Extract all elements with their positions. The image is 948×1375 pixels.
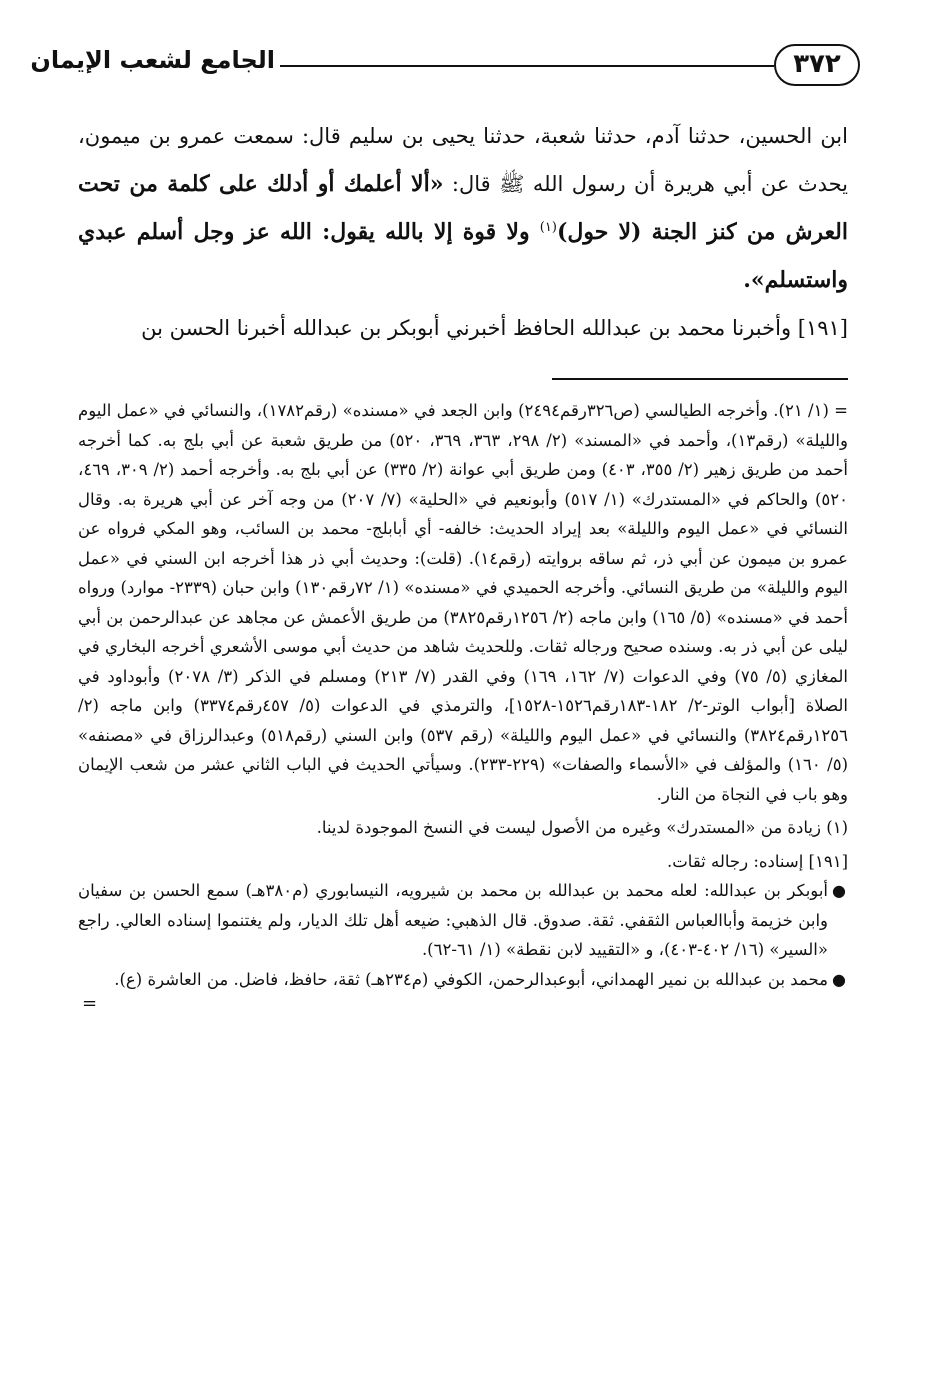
footnote-continuation: = (١/ ٢١). وأخرجه الطيالسي (ص٣٢٦رقم٢٤٩٤) وابن الجعد في «مسنده» (رقم١٧٨٢)، والنسائي في «عمل اليوم والليلة» (رقم١٣)، وأحمد في «المسند» (٢/ ٢٩٨، ٣٦٣، ٣٦٩، ٥٢٠) من طريق شعبة عن أبي بلج به. كما أخرجه أحمد من طريق زهير (٢/ ٣٥٥، ٤٠٣) ومن طريق أبي عوانة (٢/ ٣٣٥) عن أبي بلج به. وأخرجه أحمد (٢/ ٣٠٩، ٤٦٩، ٥٢٠) والحاكم في «المستدرك» (١/ ٥١٧) وأبونعيم في «الحلية» (٧/ ٢٠٧) من وجه آخر عن أبي هريرة به. وقال النسائي في «عمل اليوم والليلة» بعد إيراد الحديث: خالفه- أي أبابلج- محمد بن السائب، وهو المكي فرواه عن عمرو بن ميمون عن أبي ذر، ثم ساقه بروايته (رقم١٤). (قلت): وحديث أبي ذر هذا أخرجه ابن السني في «عمل اليوم والليلة» من طريق النسائي. وأخرجه الحميدي في «مسنده» (١/ ٧٢رقم١٣٠) وابن حبان (٢٣٣٩- موارد) ورواه أحمد في «مسنده» (٥/ ١٦٥) وابن ماجه (٢/ ١٢٥٦رقم٣٨٢٥) من طريق الأعمش عن مجاهد عن عبدالرحمن بن أبي ليلى عن أبي ذر به. وسنده صحيح ورجاله ثقات. وللحديث شاهد من حديث أبي موسى الأشعري أخرجه البخاري في المغازي (٥/ ٧٥) وفي الدعوات (٧/ ١٦٢، ١٦٩) وفي القدر (٧/ ٢١٣) ومسلم في الذكر (٣/ ٢٠٧٨) وأبوداود في الصلاة [أبواب الوتر-٢/ ١٨٢-١٨٣رقم١٥٢٦-١٥٢٨]، والترمذي في الدعوات (٥/ ٤٥٧رقم٣٣٧٤) وابن ماجه (٢/ ١٢٥٦رقم٣٨٢٤) والنسائي في «عمل اليوم والليلة» (رقم ٥٣٧) وابن السني (رقم٥١٨) وعبدالرزاق في «مصنفه» (٥/ ١٦٠) والمؤلف في «الأسماء والصفات» (٢٢٩-٢٣٣). وسيأتي الحديث في الباب الثاني عشر من شعب الإيمان وهو باب في النجاة من النار. bbox=[78, 401, 849, 804]
book-title: الجامع لشعب الإيمان bbox=[30, 46, 275, 74]
narrator-note-2-text: محمد بن عبدالله بن نمير الهمداني، أبوعبدالرحمن، الكوفي (م٢٣٤هـ) ثقة، حافظ، فاضل. من العاشرة (ع). bbox=[114, 969, 828, 989]
isnad-heading: [١٩١] إسناده: رجاله ثقات. bbox=[667, 851, 848, 871]
page-number: ٣٧٢ bbox=[793, 49, 841, 79]
continued-mark: = bbox=[82, 993, 98, 1014]
bullet-icon: ● bbox=[832, 881, 846, 900]
hadith-end-mark: . bbox=[743, 267, 751, 293]
main-text bbox=[78, 112, 848, 352]
footnotes-section bbox=[78, 396, 848, 1014]
hadith-matn-part-2: ولا قوة إلا بالله يقول: الله عز وجل أسلم عبدي واستسلم» bbox=[78, 219, 848, 293]
narrator-note-2 bbox=[78, 965, 848, 995]
hadith-paragraph bbox=[78, 112, 848, 304]
footnote-marker[interactable]: (١) bbox=[539, 220, 557, 235]
footnote-1: (١) زيادة من «المستدرك» وغيره من الأصول ليست في النسخ الموجودة لدينا. bbox=[316, 818, 848, 837]
narrator-note-1-text: أبوبكر بن عبدالله: لعله محمد بن عبدالله بن محمد بن شيرويه، النيسابوري (م٣٨٠هـ) سمع الحسن بن سفيان وابن خزيمة وأباالعباس الثقفي. ثقة. صدوق. قال الذهبي: ضيعه أهل تلك الديار، ولم يغتنموا إسناده العالي. راجع «السير» (١٦/ ٤٠٢-٤٠٣)، و «التقييد لابن نقطة» (١/ ٦١-٦٢). bbox=[78, 881, 828, 959]
hadith-isnad: ابن الحسين، حدثنا آدم، حدثنا شعبة، حدثنا يحيى بن سليم قال: سمعت عمرو بن ميمون، يحدث عن أبي هريرة أن رسول الله ﷺ قال: bbox=[78, 124, 849, 196]
page-header bbox=[30, 40, 860, 90]
next-hadith-paragraph: [١٩١] وأخبرنا محمد بن عبدالله الحافظ أخبرني أبوبكر بن عبدالله أخبرنا الحسن بن bbox=[141, 316, 848, 340]
bullet-icon: ● bbox=[832, 969, 846, 989]
footnote-separator bbox=[552, 378, 848, 380]
page-number-badge bbox=[774, 44, 860, 86]
hadith-matn-part-1: «ألا أعلمك أو أدلك على كلمة من تحت العرش من كنز الجنة (لا حول) bbox=[78, 171, 848, 245]
header-rule bbox=[280, 65, 774, 67]
narrator-note-1 bbox=[78, 876, 848, 965]
